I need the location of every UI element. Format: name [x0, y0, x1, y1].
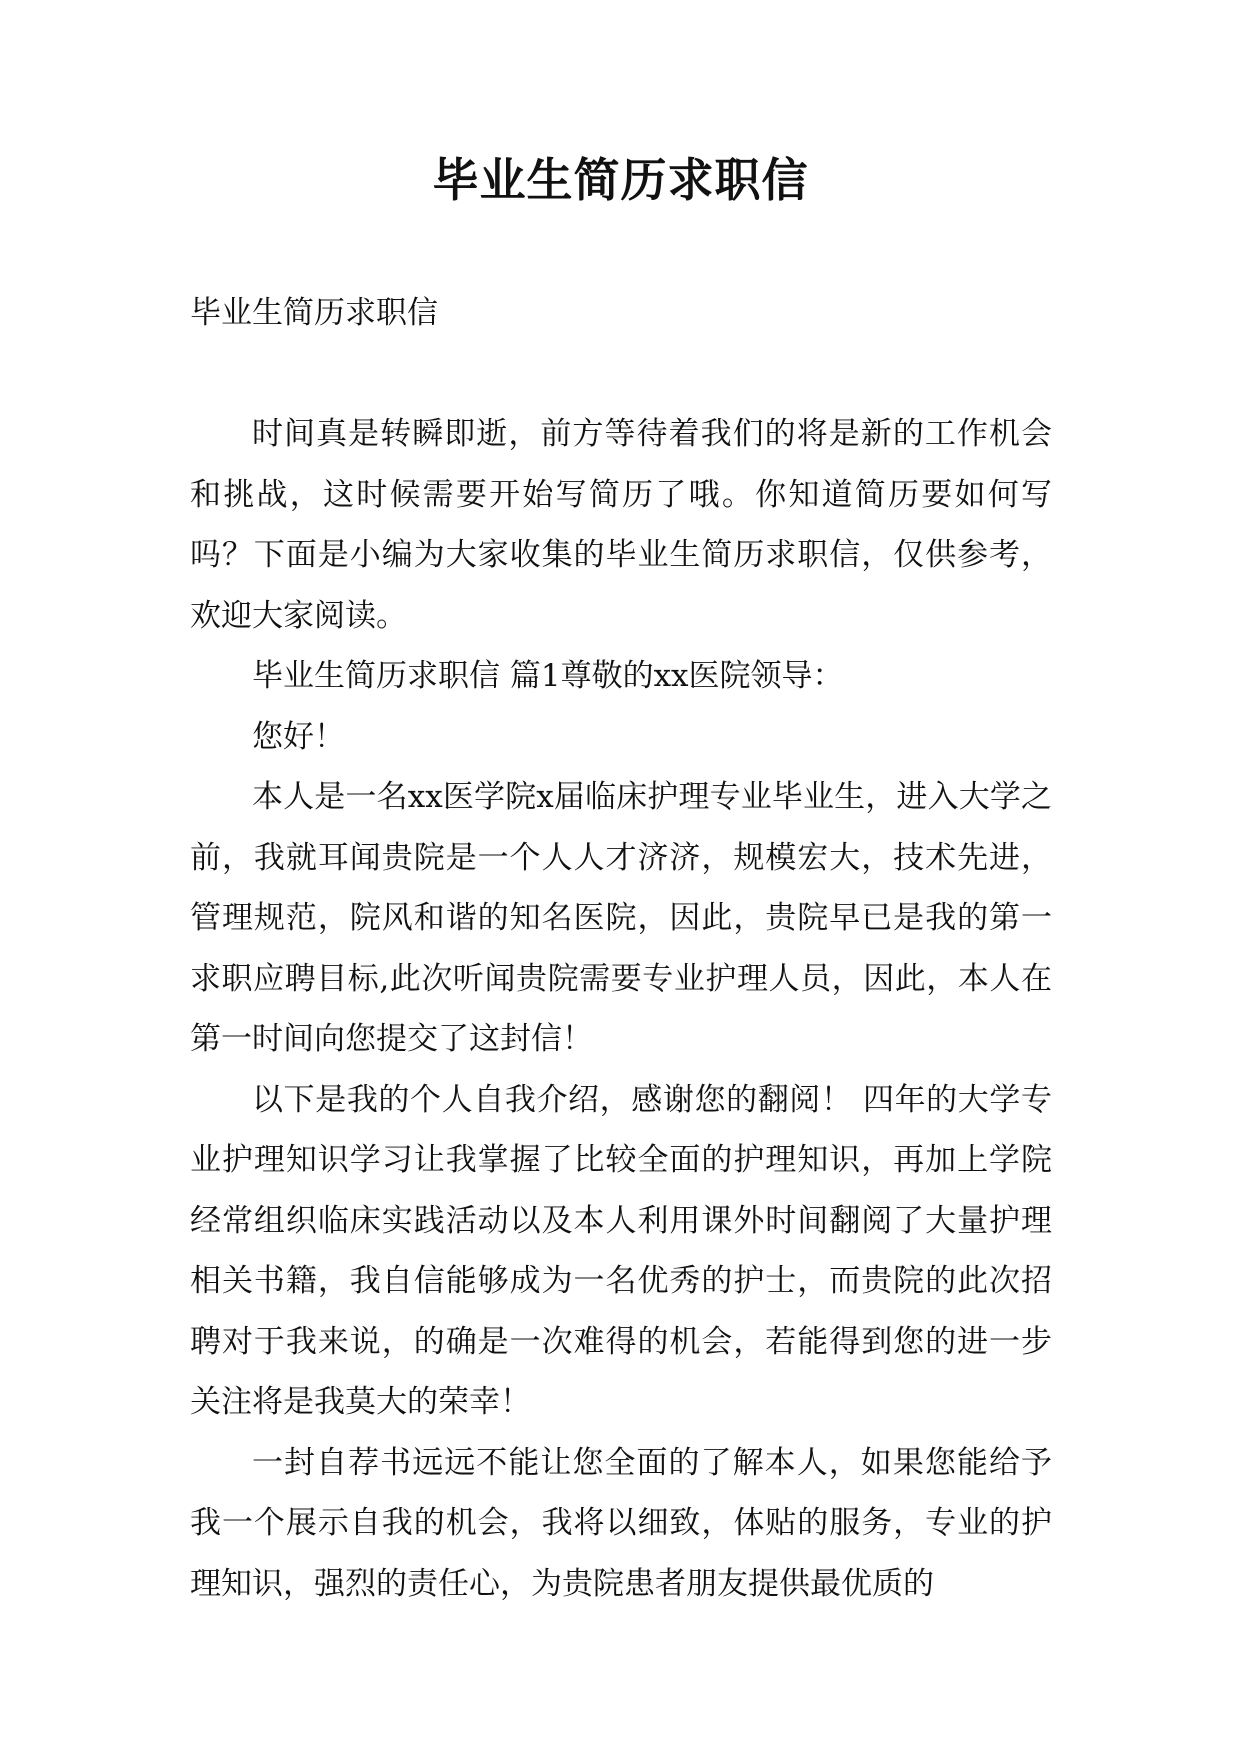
document-subtitle: 毕业生简历求职信 — [190, 295, 438, 331]
document-title: 毕业生简历求职信 — [432, 153, 809, 207]
paragraph-self-introduction: 本人是一名xx医学院x届临床护理专业毕业生，进入大学之前，我就耳闻贵院是一个人人才济济，规模宏大，技术先进，管理规范，院风和谐的知名医院，因此，贵院早已是我的第一求职应聘目标,此次听闻贵院需要专业护理人员，因此，本人在第一时间向您提交了这封信！ — [190, 779, 1052, 1057]
document-body — [190, 404, 1052, 1614]
paragraph-salutation: 毕业生简历求职信 篇1尊敬的xx医院领导： — [252, 658, 844, 694]
paragraph-greeting: 您好！ — [252, 718, 345, 755]
paragraph-closing: 一封自荐书远远不能让您全面的了解本人，如果您能给予我一个展示自我的机会，我将以细致，体贴的服务，专业的护理知识，强烈的责任心，为贵院患者朋友提供最优质的 — [190, 1444, 1052, 1602]
paragraph-qualifications: 以下是我的个人自我介绍，感谢您的翻阅！ 四年的大学专业护理知识学习让我掌握了比较全面的护理知识，再加上学院经常组织临床实践活动以及本人利用课外时间翻阅了大量护理相关书籍，我自信能够成为一名优秀的护士，而贵院的此次招聘对于我来说，的确是一次难得的机会，若能得到您的进一步关注将是我莫大的荣幸！ — [190, 1081, 1052, 1420]
paragraph-intro: 时间真是转瞬即逝，前方等待着我们的将是新的工作机会和挑战，这时候需要开始写简历了哦。你知道简历要如何写吗？下面是小编为大家收集的毕业生简历求职信，仅供参考，欢迎大家阅读。 — [190, 416, 1052, 634]
